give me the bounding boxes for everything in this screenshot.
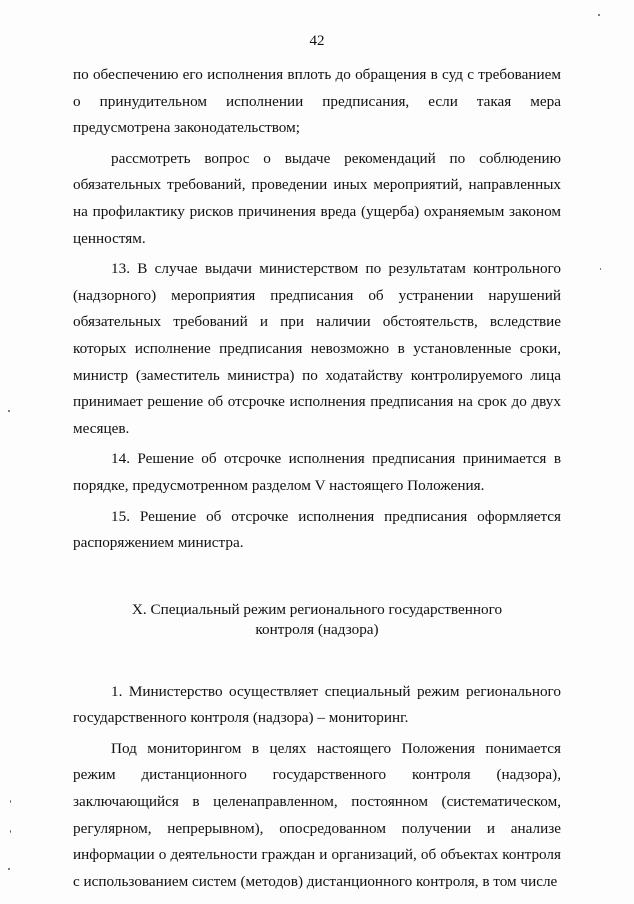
- section-paragraph-1: 1. Министерство осуществляет специальный режим регионального государственного контроля (надзора) – мониторинг.: [73, 682, 561, 727]
- paragraph-13: 13. В случае выдачи министерством по результатам контрольного (надзорного) мероприятия предписания об устранении нарушений обязательных требований и при наличии обстоятельств, вследствие которых исполнение предписания невозможно в установленные сроки, министр (заместитель министра) по ходатайству контролируемого лица принимает решение об отсрочке исполнения предписания на срок до двух месяцев.: [73, 260, 561, 437]
- scan-speck: [600, 268, 601, 270]
- section-title: [73, 600, 561, 640]
- scan-speck: [598, 14, 600, 16]
- section-paragraph-monitoring: Под мониторингом в целях настоящего Положения понимается режим дистанционного государственного контроля (надзора), заключающийся в целенаправленном, постоянном (систематическом, регулярном, непрерывном), опосредованном получении и анализе информации о деятельности граждан и организаций, об объектах контроля с использованием систем (методов) дистанционного контроля, в том числе: [73, 739, 561, 890]
- scan-speck: [10, 800, 11, 803]
- paragraph-continuation: по обеспечению его исполнения вплоть до обращения в суд с требованием о принудительном исполнении предписания, если такая мера предусмотрена законодательством;: [73, 66, 561, 137]
- section-title-line-2: контроля (надзора): [255, 620, 379, 638]
- page-number: 42: [309, 33, 325, 49]
- section-title-line-1: X. Специальный режим регионального государственного: [131, 600, 503, 618]
- paragraph-14: 14. Решение об отсрочке исполнения предписания принимается в порядке, предусмотренном разделом V настоящего Положения.: [73, 450, 561, 494]
- scan-speck: [10, 830, 11, 833]
- scan-speck: [8, 410, 10, 412]
- paragraph-15: 15. Решение об отсрочке исполнения предписания оформляется распоряжением министра.: [73, 507, 561, 552]
- paragraph-recommendations: рассмотреть вопрос о выдаче рекомендаций по соблюдению обязательных требований, проведении иных мероприятий, направленных на профилактику рисков причинения вреда (ущерба) охраняемым законом ценностям.: [73, 149, 561, 247]
- scan-speck: [8, 868, 10, 870]
- document-body: [73, 62, 561, 895]
